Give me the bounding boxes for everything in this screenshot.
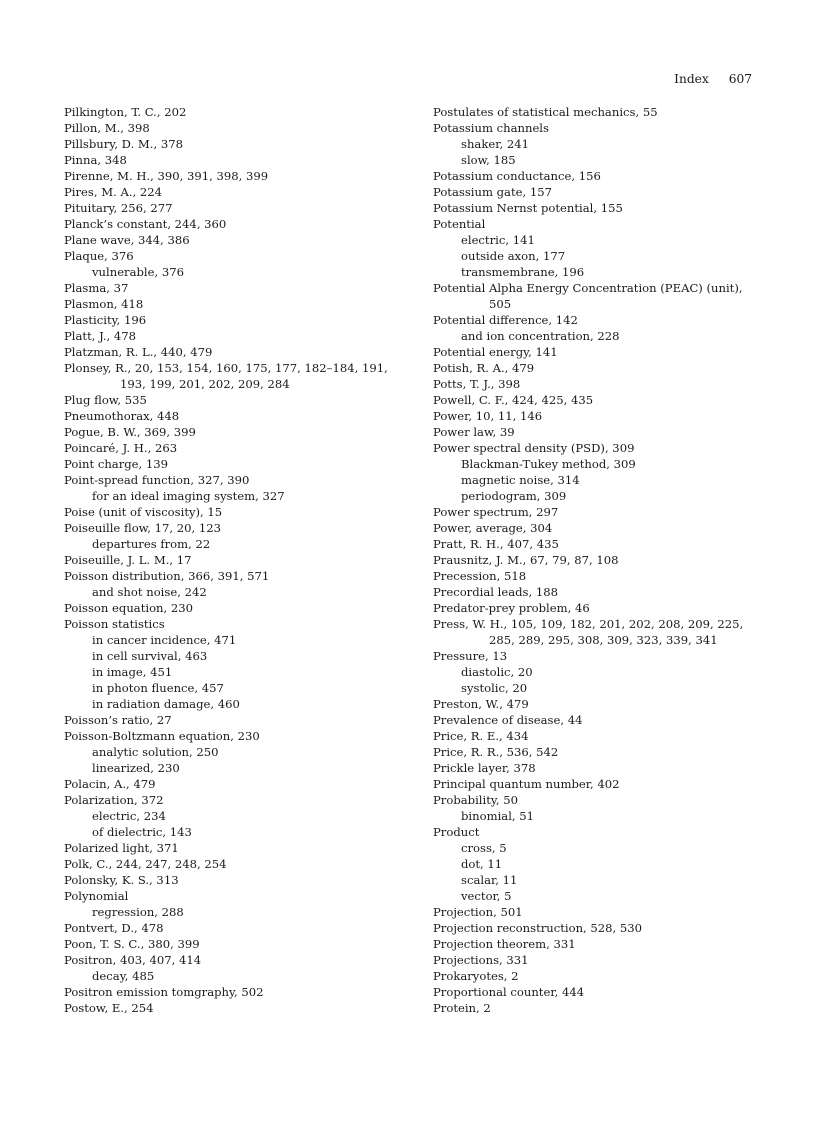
index-entry: Pilkington, T. C., 202 [64, 105, 187, 119]
index-subentry: magnetic noise, 314 [461, 473, 580, 487]
index-entry: Prokaryotes, 2 [433, 969, 519, 983]
index-subentry: diastolic, 20 [461, 665, 533, 679]
index-subentry: in photon fluence, 457 [92, 681, 224, 695]
index-entry: Potassium channels [433, 121, 549, 135]
index-entry: Potassium gate, 157 [433, 185, 552, 199]
index-entry: Poon, T. S. C., 380, 399 [64, 937, 200, 951]
index-entry: Polynomial [64, 889, 129, 903]
index-subentry: vector, 5 [461, 889, 512, 903]
page-number: 607 [728, 72, 752, 86]
index-entry: Poisson equation, 230 [64, 601, 194, 615]
index-column-left [64, 104, 394, 1016]
index-subentry: systolic, 20 [461, 681, 528, 695]
index-entry: Point-spread function, 327, 390 [64, 473, 250, 487]
index-entry: Poisson distribution, 366, 391, 571 [64, 569, 270, 583]
index-entry: Potential Alpha Energy Concentration (PEAC) (unit), [433, 281, 743, 295]
index-entry: Principal quantum number, 402 [433, 777, 620, 791]
index-entry: Probability, 50 [433, 793, 518, 807]
index-entry: Poisson-Boltzmann equation, 230 [64, 729, 260, 743]
index-subentry: analytic solution, 250 [92, 745, 219, 759]
index-entry: Precession, 518 [433, 569, 527, 583]
index-subentry: and shot noise, 242 [92, 585, 207, 599]
index-entry: Press, W. H., 105, 109, 182, 201, 202, 208, 209, 225, [433, 617, 744, 631]
index-entry: Power spectral density (PSD), 309 [433, 441, 635, 455]
running-head [674, 71, 752, 87]
index-entry: Powell, C. F., 424, 425, 435 [433, 393, 594, 407]
index-entry: Potts, T. J., 398 [433, 377, 521, 391]
index-entry: Point charge, 139 [64, 457, 169, 471]
running-head-title: Index [674, 72, 709, 86]
index-entry-continuation: 505 [489, 297, 512, 311]
index-entry: Power spectrum, 297 [433, 505, 559, 519]
index-entry: Polarized light, 371 [64, 841, 179, 855]
index-entry: Price, R. R., 536, 542 [433, 745, 559, 759]
index-subentry: dot, 11 [461, 857, 503, 871]
index-entry: Prevalence of disease, 44 [433, 713, 583, 727]
index-entry: Platzman, R. L., 440, 479 [64, 345, 213, 359]
index-entry: Protein, 2 [433, 1001, 491, 1015]
index-subentry: shaker, 241 [461, 137, 529, 151]
index-subentry: outside axon, 177 [461, 249, 566, 263]
index-subentry: for an ideal imaging system, 327 [92, 489, 285, 503]
index-entry: Potential energy, 141 [433, 345, 558, 359]
index-entry: Poiseuille flow, 17, 20, 123 [64, 521, 221, 535]
index-entry: Pontvert, D., 478 [64, 921, 164, 935]
index-entry: Poiseuille, J. L. M., 17 [64, 553, 192, 567]
index-entry-continuation: 193, 199, 201, 202, 209, 284 [120, 377, 290, 391]
index-subentry: decay, 485 [92, 969, 155, 983]
index-entry: Pituitary, 256, 277 [64, 201, 173, 215]
index-entry: Potassium Nernst potential, 155 [433, 201, 623, 215]
index-entry: Plane wave, 344, 386 [64, 233, 190, 247]
index-entry: Pressure, 13 [433, 649, 508, 663]
index-entry: Pneumothorax, 448 [64, 409, 180, 423]
index-entry: Poincaré, J. H., 263 [64, 441, 178, 455]
index-entry-continuation: 285, 289, 295, 308, 309, 323, 339, 341 [489, 633, 718, 647]
index-entry: Price, R. E., 434 [433, 729, 529, 743]
index-entry: Plasmon, 418 [64, 297, 144, 311]
index-entry: Poise (unit of viscosity), 15 [64, 505, 223, 519]
index-subentry: periodogram, 309 [461, 489, 567, 503]
index-entry: Precordial leads, 188 [433, 585, 559, 599]
index-entry: Postow, E., 254 [64, 1001, 154, 1015]
index-entry: Prickle layer, 378 [433, 761, 536, 775]
index-subentry: in cancer incidence, 471 [92, 633, 237, 647]
index-subentry: departures from, 22 [92, 537, 211, 551]
index-subentry: vulnerable, 376 [92, 265, 184, 279]
index-subentry: electric, 234 [92, 809, 166, 823]
index-entry: Plasma, 37 [64, 281, 129, 295]
index-subentry: in radiation damage, 460 [92, 697, 240, 711]
index-entry: Product [433, 825, 480, 839]
index-entry: Projection theorem, 331 [433, 937, 576, 951]
index-entry: Plasticity, 196 [64, 313, 147, 327]
index-entry: Potential difference, 142 [433, 313, 578, 327]
index-entry: Power law, 39 [433, 425, 515, 439]
index-subentry: electric, 141 [461, 233, 535, 247]
index-column-right [433, 104, 761, 1016]
index-entry: Power, 10, 11, 146 [433, 409, 543, 423]
index-entry: Potish, R. A., 479 [433, 361, 535, 375]
index-entry: Projection, 501 [433, 905, 523, 919]
index-entry: Pillsbury, D. M., 378 [64, 137, 183, 151]
index-entry: Potassium conductance, 156 [433, 169, 601, 183]
index-entry: Positron, 403, 407, 414 [64, 953, 202, 967]
index-subentry: Blackman-Tukey method, 309 [461, 457, 636, 471]
index-entry: Projections, 331 [433, 953, 529, 967]
index-entry: Power, average, 304 [433, 521, 553, 535]
index-entry: Postulates of statistical mechanics, 55 [433, 105, 658, 119]
index-entry: Poisson statistics [64, 617, 165, 631]
index-entry: Pillon, M., 398 [64, 121, 150, 135]
index-subentry: and ion concentration, 228 [461, 329, 620, 343]
index-subentry: cross, 5 [461, 841, 507, 855]
index-entry: Positron emission tomgraphy, 502 [64, 985, 264, 999]
index-subentry: binomial, 51 [461, 809, 535, 823]
index-subentry: linearized, 230 [92, 761, 180, 775]
index-entry: Proportional counter, 444 [433, 985, 585, 999]
index-entry: Pogue, B. W., 369, 399 [64, 425, 196, 439]
index-entry: Pirenne, M. H., 390, 391, 398, 399 [64, 169, 269, 183]
index-subentry: transmembrane, 196 [461, 265, 585, 279]
index-subentry: scalar, 11 [461, 873, 518, 887]
index-entry: Polacin, A., 479 [64, 777, 156, 791]
index-entry: Preston, W., 479 [433, 697, 529, 711]
index-entry: Polk, C., 244, 247, 248, 254 [64, 857, 227, 871]
index-entry: Planck’s constant, 244, 360 [64, 217, 227, 231]
index-entry: Predator-prey problem, 46 [433, 601, 590, 615]
index-entry: Poisson’s ratio, 27 [64, 713, 172, 727]
index-entry: Pinna, 348 [64, 153, 127, 167]
index-entry: Prausnitz, J. M., 67, 79, 87, 108 [433, 553, 619, 567]
index-entry: Platt, J., 478 [64, 329, 137, 343]
index-subentry: of dielectric, 143 [92, 825, 192, 839]
index-entry: Plug flow, 535 [64, 393, 147, 407]
index-entry: Potential [433, 217, 486, 231]
index-entry: Pires, M. A., 224 [64, 185, 163, 199]
index-entry: Polonsky, K. S., 313 [64, 873, 179, 887]
index-subentry: in image, 451 [92, 665, 173, 679]
index-entry: Plonsey, R., 20, 153, 154, 160, 175, 177, 182–184, 191, [64, 361, 388, 375]
index-entry: Polarization, 372 [64, 793, 164, 807]
index-subentry: slow, 185 [461, 153, 516, 167]
index-subentry: regression, 288 [92, 905, 184, 919]
index-entry: Pratt, R. H., 407, 435 [433, 537, 559, 551]
index-subentry: in cell survival, 463 [92, 649, 208, 663]
index-entry: Plaque, 376 [64, 249, 134, 263]
index-entry: Projection reconstruction, 528, 530 [433, 921, 643, 935]
